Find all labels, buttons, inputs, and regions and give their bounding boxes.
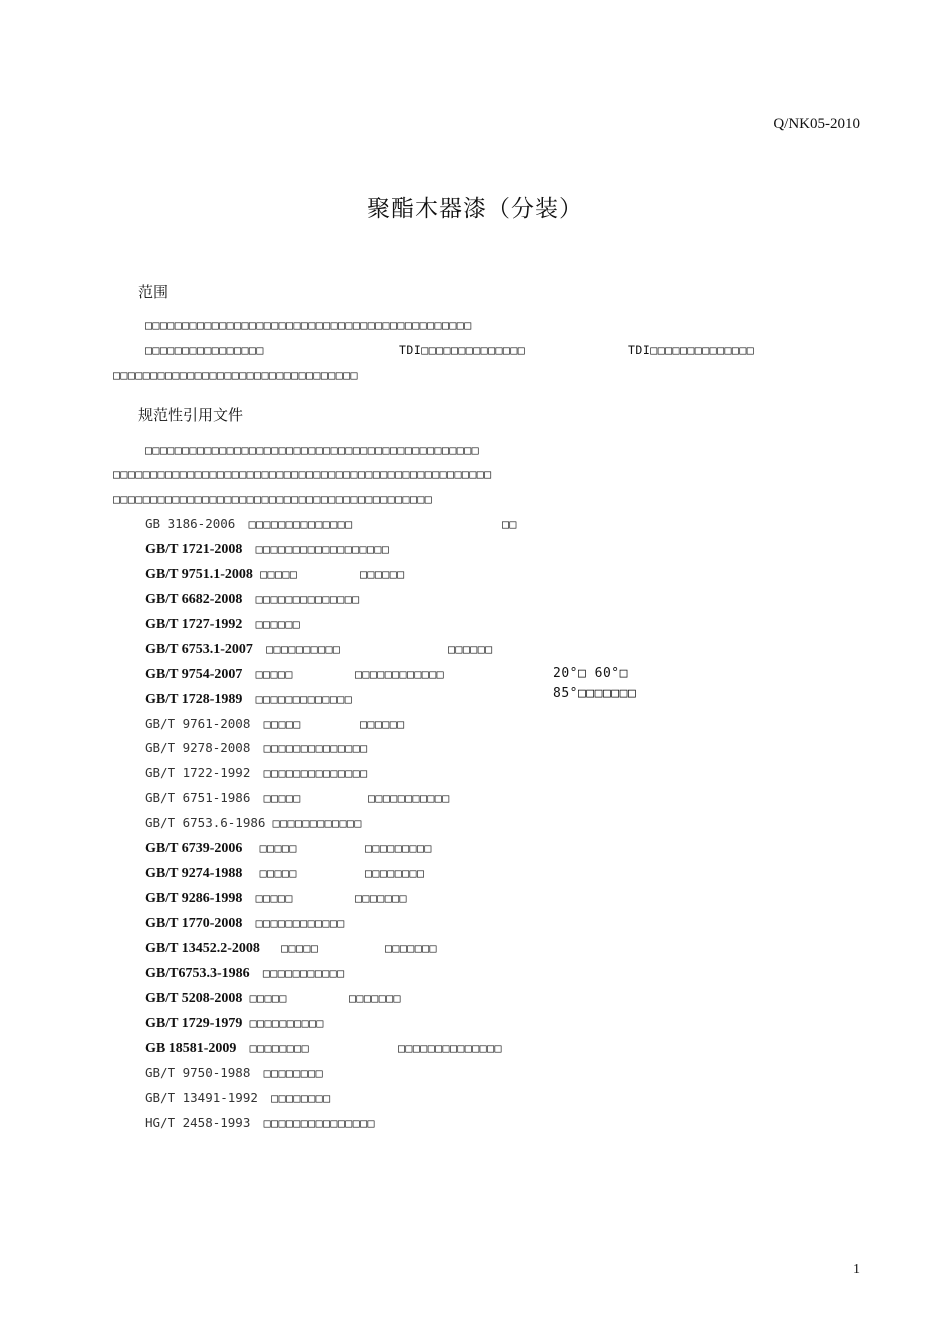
- reference-item: [145, 1088, 331, 1108]
- reference-item: [145, 888, 407, 908]
- reference-code: HG/T 2458-1993: [145, 1115, 251, 1130]
- document-code: Q/NK05-2010: [773, 116, 860, 132]
- reference-item: [145, 564, 405, 584]
- reference-code: GB/T 9286-1998: [145, 891, 243, 906]
- reference-code: GB/T 9751.1-2008: [145, 567, 253, 582]
- section-heading-scope: 范围: [138, 283, 169, 301]
- reference-title: □□□□□□□□□□□□□□: [255, 592, 360, 606]
- reference-title: □□□□□: [249, 991, 287, 1005]
- reference-item: [145, 813, 362, 833]
- reference-title-extra: □□□□□□□□□: [365, 841, 432, 855]
- reference-code: GB/T 1728-1989: [145, 692, 243, 707]
- reference-title: □□□□□: [259, 841, 297, 855]
- reference-title: □□□□□□□□: [249, 1041, 310, 1055]
- reference-title: □□□□□: [263, 791, 301, 805]
- reference-title: □□□□□□□□: [263, 1066, 323, 1080]
- reference-code: GB/T 9761-2008: [145, 716, 251, 731]
- scope-line-2c: TDI□□□□□□□□□□□□□□: [628, 343, 755, 357]
- reference-title-extra: □□□□□□□□□□□: [368, 791, 450, 805]
- reference-title: □□□□□□□□□□: [266, 642, 341, 656]
- reference-code: GB/T 1721-2008: [145, 542, 243, 557]
- reference-item: [145, 738, 368, 758]
- reference-title: □□□□□□□□□□□□: [272, 816, 362, 830]
- reference-code: GB/T 6682-2008: [145, 592, 243, 607]
- reference-code: GB/T 6739-2006: [145, 841, 243, 856]
- reference-item: [145, 913, 345, 933]
- reference-title: □□□□□: [281, 941, 319, 955]
- reference-item: [145, 1063, 323, 1083]
- reference-item: [145, 689, 352, 709]
- section-heading-references: 规范性引用文件: [138, 406, 244, 424]
- reference-item: [145, 838, 432, 858]
- reference-code: GB/T 13452.2-2008: [145, 941, 260, 956]
- reference-title-extra: □□□□□□: [448, 642, 493, 656]
- reference-title: □□□□□□□□□□□□□□□□□□: [255, 542, 390, 556]
- reference-title: □□□□□: [255, 891, 293, 905]
- reference-title: □□□□□□□□: [271, 1091, 331, 1105]
- reference-item: [145, 639, 493, 659]
- page-number: 1: [853, 1262, 860, 1277]
- reference-title-extra: □□□□□□□: [385, 941, 437, 955]
- scope-line-2a: □□□□□□□□□□□□□□□□: [145, 343, 264, 357]
- reference-code: GB/T 9274-1988: [145, 866, 243, 881]
- reference-title-extra: □□□□□□□: [349, 991, 401, 1005]
- reference-item: [145, 714, 405, 734]
- scope-line-2b: TDI□□□□□□□□□□□□□□: [399, 343, 526, 357]
- reference-title-extra: □□□□□□: [360, 567, 405, 581]
- reference-item: [145, 589, 360, 609]
- reference-title: □□□□□□□□□□□□□□: [248, 517, 353, 531]
- references-intro-line-1: □□□□□□□□□□□□□□□□□□□□□□□□□□□□□□□□□□□□□□□□□□□□□: [145, 443, 480, 457]
- scope-line-3: □□□□□□□□□□□□□□□□□□□□□□□□□□□□□□□□□: [113, 368, 358, 382]
- reference-code: GB/T 13491-1992: [145, 1090, 258, 1105]
- reference-title: □□□□□□□□□□□□□□□: [263, 1116, 375, 1130]
- reference-item: [145, 938, 437, 958]
- reference-item: [145, 614, 300, 634]
- reference-code: GB/T 6753.6-1986: [145, 815, 266, 830]
- reference-item: [145, 863, 425, 883]
- reference-code: GB 18581-2009: [145, 1041, 237, 1056]
- reference-title: □□□□□: [260, 567, 298, 581]
- reference-code: GB/T 5208-2008: [145, 991, 243, 1006]
- reference-title: □□□□□: [259, 866, 297, 880]
- reference-item: [145, 1013, 324, 1033]
- reference-item: [145, 1038, 502, 1058]
- reference-code: GB/T6753.3-1986: [145, 966, 250, 981]
- reference-code: GB/T 9750-1988: [145, 1065, 251, 1080]
- reference-title: □□□□□: [263, 717, 301, 731]
- reference-title-extra: □□□□□□□□□□□□□□: [398, 1041, 502, 1055]
- reference-item: [145, 539, 389, 559]
- reference-title-extra: □□□□□□: [360, 717, 405, 731]
- reference-title: □□□□□□: [255, 617, 301, 631]
- reference-code: GB/T 9754-2007: [145, 667, 243, 682]
- reference-code: GB/T 1722-1992: [145, 765, 251, 780]
- reference-item: [145, 988, 401, 1008]
- reference-title-extra: □□□□□□□: [355, 891, 407, 905]
- reference-item: [145, 1113, 375, 1133]
- reference-title-extra: □□□□□□□□: [365, 866, 425, 880]
- reference-item: [145, 763, 368, 783]
- reference-title: □□□□□□□□□□□□□□: [263, 766, 368, 780]
- reference-title-extra: 20°□ 60°□ 85°□□□□□□□: [553, 666, 637, 701]
- reference-item: [145, 514, 517, 534]
- reference-title: □□□□□□□□□□□: [262, 966, 345, 980]
- reference-item: [145, 788, 450, 808]
- references-intro-line-3: □□□□□□□□□□□□□□□□□□□□□□□□□□□□□□□□□□□□□□□□□□□: [113, 492, 433, 506]
- reference-code: GB/T 9278-2008: [145, 740, 251, 755]
- reference-title: □□□□□□□□□□□□□: [255, 692, 353, 706]
- reference-code: GB/T 1729-1979: [145, 1016, 243, 1031]
- reference-code: GB 3186-2006: [145, 516, 236, 531]
- reference-title-mid: □□□□□□□□□□□□: [355, 667, 445, 681]
- reference-title: □□□□□□□□□□□□: [255, 916, 345, 930]
- reference-item: [145, 963, 345, 983]
- reference-code: GB/T 6751-1986: [145, 790, 251, 805]
- reference-code: GB/T 1727-1992: [145, 617, 243, 632]
- references-intro-line-2: □□□□□□□□□□□□□□□□□□□□□□□□□□□□□□□□□□□□□□□□□□□□□□□□□□□: [113, 467, 492, 481]
- reference-code: GB/T 6753.1-2007: [145, 642, 253, 657]
- reference-title: □□□□□□□□□□□□□□: [263, 741, 368, 755]
- scope-line-1: □□□□□□□□□□□□□□□□□□□□□□□□□□□□□□□□□□□□□□□□□□□□: [145, 318, 472, 332]
- document-title: 聚酯木器漆（分装）: [367, 196, 583, 222]
- reference-title: □□□□□□□□□□: [249, 1016, 324, 1030]
- reference-title: □□□□□: [255, 667, 293, 681]
- reference-code: GB/T 1770-2008: [145, 916, 243, 931]
- reference-title-extra: □□: [502, 517, 517, 531]
